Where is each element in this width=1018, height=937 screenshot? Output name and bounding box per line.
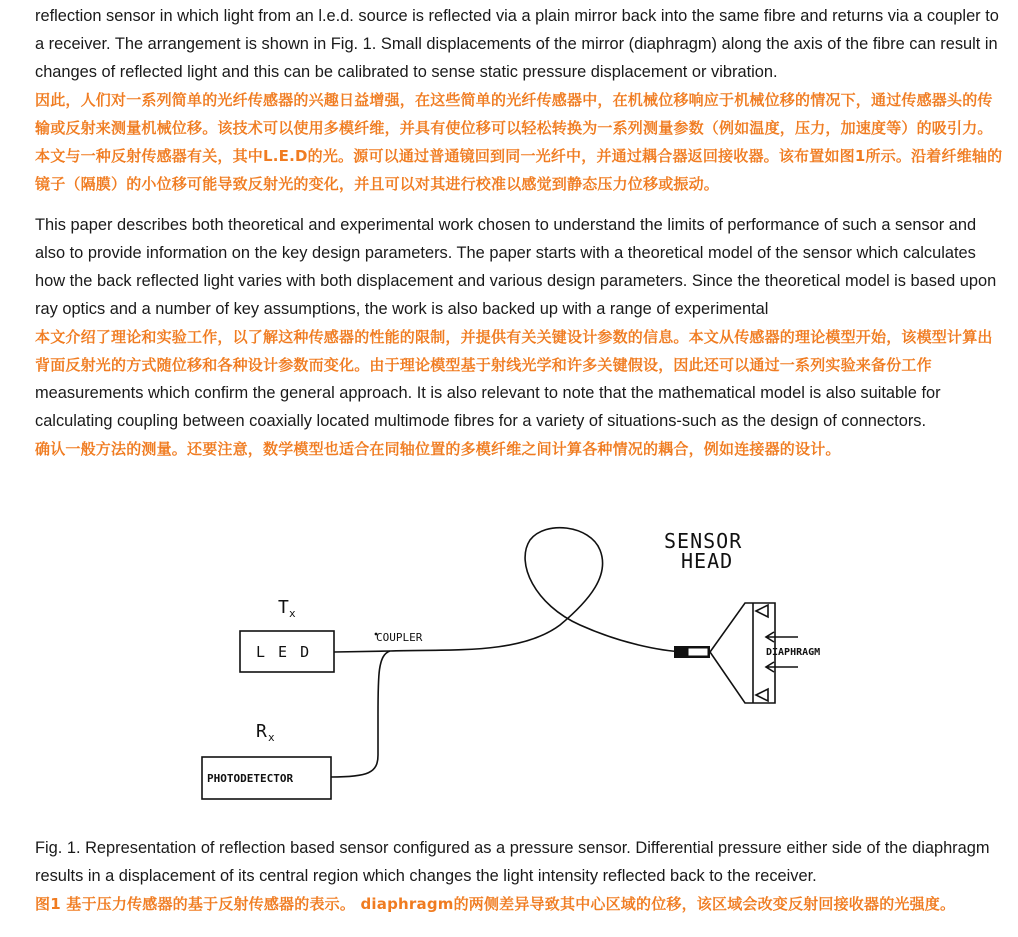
caption-zh: 图1 基于压力传感器的基于反射传感器的表示。 diaphragm的两侧差异导致其中心区域的位移，该区域会改变反射回接收器的光强度。: [35, 895, 956, 913]
caption-en: Fig. 1. Representation of reflection based sensor configured as a pressure sensor. Differential pressure either side of the diaphragm results in a displacement of its central region which changes the light intensity reflected back to the receiver.: [35, 839, 990, 885]
photodetector-label: PHOTODETECTOR: [207, 772, 294, 785]
ferrule-tip: [688, 648, 708, 656]
coupler-label: COUPLER: [376, 631, 423, 644]
rx-label: R: [256, 721, 267, 742]
pressure-arrow-bottom: [766, 662, 798, 672]
rx-subscript: x: [268, 731, 275, 744]
article-body: [35, 2, 1007, 463]
diaphragm-mount-top: [756, 605, 768, 617]
paragraph-3-en: measurements which confirm the general approach. It is also relevant to note that the mathematical model is also suitable for calculating coupling between coaxially located multimode fibres for a variety of situations-such as the design of connectors.: [35, 384, 941, 430]
paragraph-2-en: This paper describes both theoretical and experimental work chosen to understand the limits of performance of such a sensor and also to provide information on the key design parameters. The paper starts with a theoretical model of the sensor which calculates how the back reflected light varies with both displacement and various design parameters. Since the theoretical model is based upon ray optics and a number of key assumptions, the work is also backed up with a range of experimental: [35, 216, 997, 318]
diaphragm-mount-bottom: [756, 689, 768, 701]
fibre-to-photodetector: [331, 651, 390, 777]
sensor-head-label-line2: HEAD: [681, 549, 734, 573]
sensor-diagram-svg: [190, 515, 870, 815]
sensor-head-label-line1: SENSOR: [664, 529, 743, 553]
paragraph-2-zh: 本文介绍了理论和实验工作，以了解这种传感器的性能的限制，并提供有关关键设计参数的信息。本文从传感器的理论模型开始，该模型计算出背面反射光的方式随位移和各种设计参数而变化。由于理论模型基于射线光学和许多关键假设，因此还可以通过一系列实验来备份工作: [35, 328, 993, 374]
paragraph-1-en: reflection sensor in which light from an l.e.d. source is reflected via a plain mirror back into the same fibre and returns via a coupler to a receiver. The arrangement is shown in Fig. 1. Small displacements of the mirror (diaphragm) along the axis of the fibre can result in changes of reflected light and this can be calibrated to sense static pressure displacement or vibration.: [35, 7, 999, 81]
led-label: L E D: [256, 643, 312, 661]
fibre-loop: [390, 528, 685, 652]
pressure-arrow-top: [766, 632, 798, 642]
paragraph-1-zh: 因此，人们对一系列简单的光纤传感器的兴趣日益增强，在这些简单的光纤传感器中，在机械位移响应于机械位移的情况下，通过传感器头的传输或反射来测量机械位移。该技术可以使用多模纤维，并具有使位移可以轻松转换为一系列测量参数（例如温度，压力，加速度等）的吸引力。本文与一种反射传感器有关，其中L.E.D的光。源可以通过普通镜回到同一光纤中，并通过耦合器返回接收器。该布置如图1所示。沿着纤维轴的镜子（隔膜）的小位移可能导致反射光的变化，并且可以对其进行校准以感觉到静态压力位移或振动。: [35, 91, 1003, 193]
figure-1-diagram: [190, 515, 870, 815]
diaphragm-label: DIAPHRAGM: [766, 647, 821, 658]
tx-subscript: x: [289, 607, 296, 620]
figure-caption: [35, 834, 1007, 918]
fibre-led-to-coupler: [334, 651, 390, 652]
paragraph-3-zh: 确认一般方法的测量。还要注意，数学模型也适合在同轴位置的多模纤维之间计算各种情况的耦合，例如连接器的设计。: [35, 440, 841, 458]
tx-label: T: [278, 597, 289, 618]
